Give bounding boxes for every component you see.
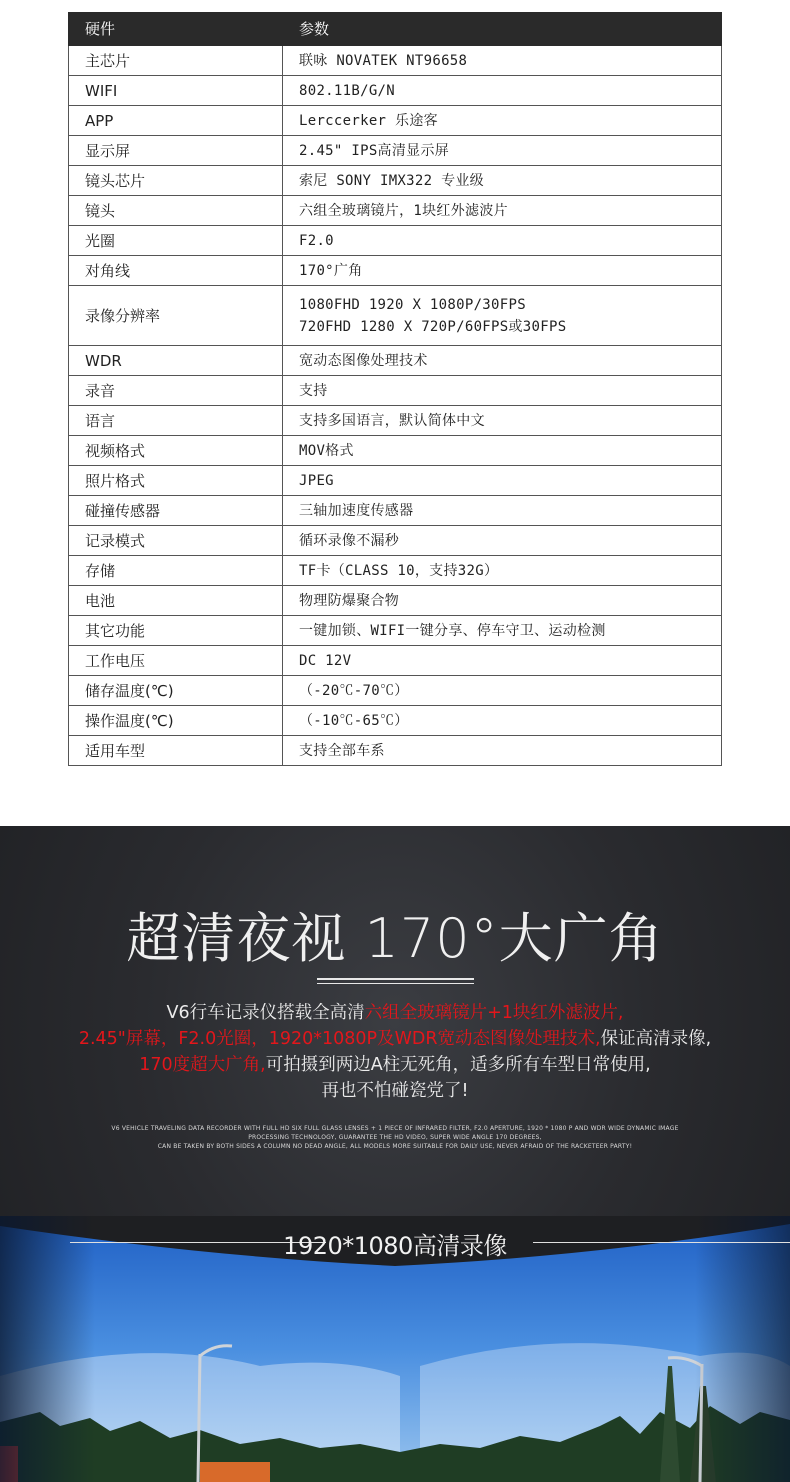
spec-label: 储存温度(℃) <box>69 676 283 706</box>
spec-value: （-20℃-70℃） <box>283 676 722 706</box>
spec-row <box>69 466 722 496</box>
spec-value: 联咏 NOVATEK NT96658 <box>283 46 722 76</box>
spec-value: 支持多国语言，默认简体中文 <box>283 406 722 436</box>
spec-value: 2.45" IPS高清显示屏 <box>283 136 722 166</box>
spec-label: 视频格式 <box>69 436 283 466</box>
spec-label: 镜头芯片 <box>69 166 283 196</box>
spec-value: F2.0 <box>283 226 722 256</box>
spec-row <box>69 706 722 736</box>
banner-title: 超清夜视 170°大广角 <box>126 907 664 970</box>
spec-row <box>69 526 722 556</box>
spec-label: 照片格式 <box>69 466 283 496</box>
desc-text: 再也不怕碰瓷党了! <box>321 1081 469 1101</box>
spec-row <box>69 436 722 466</box>
spec-row <box>69 346 722 376</box>
spec-value: MOV格式 <box>283 436 722 466</box>
spec-value: 170°广角 <box>283 256 722 286</box>
spec-value: （-10℃-65℃） <box>283 706 722 736</box>
spec-label: WIFI <box>69 76 283 106</box>
header-hardware: 硬件 <box>69 13 283 46</box>
title-underline-thin <box>317 983 474 984</box>
spec-value: Lerccerker 乐途客 <box>283 106 722 136</box>
spec-row <box>69 646 722 676</box>
spec-row <box>69 256 722 286</box>
spec-label: 存储 <box>69 556 283 586</box>
spec-label: 电池 <box>69 586 283 616</box>
spec-value-line: 720FHD 1280 X 720P/60FPS或30FPS <box>299 318 567 335</box>
spec-row <box>69 586 722 616</box>
spec-row <box>69 496 722 526</box>
spec-row <box>69 76 722 106</box>
spec-value: JPEG <box>283 466 722 496</box>
spec-value: 六组全玻璃镜片，1块红外滤波片 <box>283 196 722 226</box>
spec-table <box>68 12 722 766</box>
spec-label: 适用车型 <box>69 736 283 766</box>
spec-value <box>283 286 722 346</box>
spec-value: 物理防爆聚合物 <box>283 586 722 616</box>
spec-label: 录音 <box>69 376 283 406</box>
spec-value: 三轴加速度传感器 <box>283 496 722 526</box>
spec-value: 索尼 SONY IMX322 专业级 <box>283 166 722 196</box>
spec-row <box>69 166 722 196</box>
spec-label: 语言 <box>69 406 283 436</box>
desc-highlight: 2.45"屏幕，F2.0光圈，1920*1080P及WDR宽动态图像处理技术, <box>78 1029 601 1049</box>
spec-label: 工作电压 <box>69 646 283 676</box>
spec-label: 碰撞传感器 <box>69 496 283 526</box>
english-description <box>80 1124 710 1151</box>
spec-value: 宽动态图像处理技术 <box>283 346 722 376</box>
spec-label: APP <box>69 106 283 136</box>
spec-label: 镜头 <box>69 196 283 226</box>
banner-description <box>0 1000 790 1104</box>
spec-row <box>69 556 722 586</box>
night-vision-banner <box>0 826 790 1482</box>
spec-row <box>69 196 722 226</box>
spec-label: 其它功能 <box>69 616 283 646</box>
desc-text: 保证高清录像, <box>600 1029 712 1049</box>
desc-text: 可拍摄到两边A柱无死角，适多所有车型日常使用, <box>265 1055 651 1075</box>
title-underline <box>317 978 474 980</box>
spec-row <box>69 406 722 436</box>
spec-table-header <box>69 13 722 46</box>
spec-label: 光圈 <box>69 226 283 256</box>
subtitle-hd-recording: 1920*1080高清录像 <box>283 1232 507 1260</box>
english-line: PROCESSING TECHNOLOGY, GUARANTEE THE HD VIDEO, SUPER WIDE ANGLE 170 DEGREES, <box>248 1134 542 1141</box>
spec-value: 循环录像不漏秒 <box>283 526 722 556</box>
spec-label: 主芯片 <box>69 46 283 76</box>
spec-row <box>69 226 722 256</box>
english-line: CAN BE TAKEN BY BOTH SIDES A COLUMN NO DEAD ANGLE, ALL MODELS MORE SUITABLE FOR DAILY USE, NEVER AFRAID OF THE RACKETEER PARTY! <box>157 1143 633 1150</box>
spec-row <box>69 46 722 76</box>
desc-highlight: 170度超大广角, <box>139 1055 266 1075</box>
spec-label: 录像分辨率 <box>69 286 283 346</box>
spec-value: DC 12V <box>283 646 722 676</box>
spec-value: 一键加锁、WIFI一键分享、停车守卫、运动检测 <box>283 616 722 646</box>
spec-label: 对角线 <box>69 256 283 286</box>
desc-highlight: 六组全玻璃镜片+1块红外滤波片, <box>364 1003 624 1023</box>
spec-row <box>69 676 722 706</box>
spec-value: TF卡（CLASS 10，支持32G） <box>283 556 722 586</box>
english-line: V6 VEHICLE TRAVELING DATA RECORDER WITH FULL HD SIX FULL GLASS LENSES + 1 PIECE OF INFRARED FILTER, F2.0 APERTURE, 1920 * 1080 P AND WDR WIDE DYNAMIC IMAGE <box>111 1125 679 1132</box>
spec-value: 802.11B/G/N <box>283 76 722 106</box>
subtitle-bar <box>0 1222 790 1262</box>
spec-row <box>69 376 722 406</box>
spec-row <box>69 616 722 646</box>
spec-label: 记录模式 <box>69 526 283 556</box>
spec-row <box>69 106 722 136</box>
spec-value: 支持全部车系 <box>283 736 722 766</box>
header-parameters: 参数 <box>283 13 722 46</box>
spec-row <box>69 286 722 346</box>
spec-value-line: 1080FHD 1920 X 1080P/30FPS <box>299 296 526 313</box>
spec-value: 支持 <box>283 376 722 406</box>
spec-row <box>69 736 722 766</box>
spec-row <box>69 136 722 166</box>
spec-label: 显示屏 <box>69 136 283 166</box>
spec-label: WDR <box>69 346 283 376</box>
desc-text: V6行车记录仪搭载全高清 <box>166 1003 365 1023</box>
spec-label: 操作温度(℃) <box>69 706 283 736</box>
spec-table-body <box>69 46 722 766</box>
